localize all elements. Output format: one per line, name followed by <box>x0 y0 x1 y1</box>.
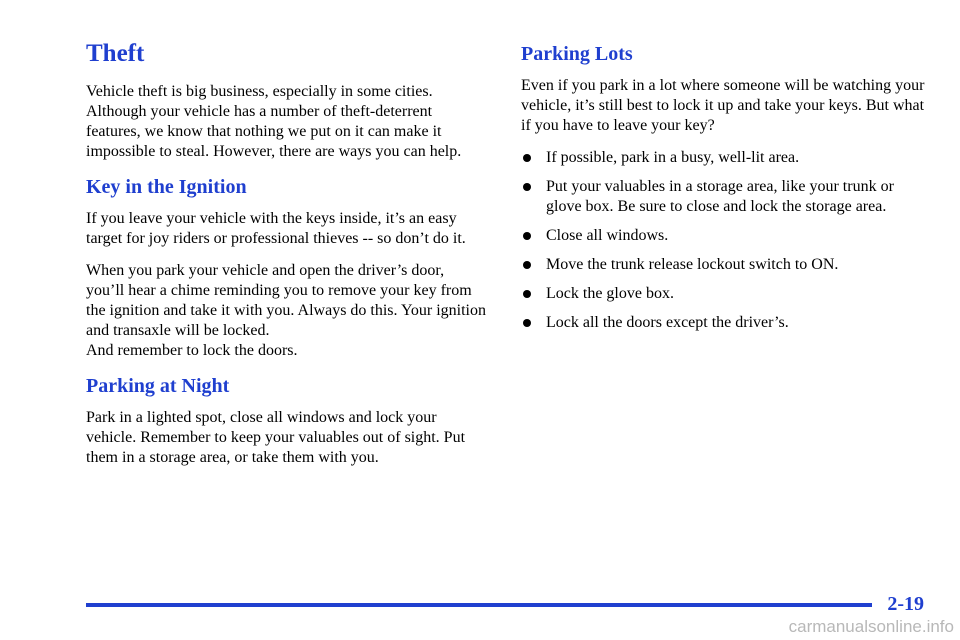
page-number: 2-19 <box>887 593 924 615</box>
list-item <box>521 284 926 304</box>
bullet-icon <box>523 232 531 240</box>
bullet-icon <box>523 319 531 327</box>
heading-key-in-ignition: Key in the Ignition <box>86 176 247 198</box>
list-item-text: Close all windows. <box>546 227 669 244</box>
watermark[interactable]: carmanualsonline.info <box>788 617 954 636</box>
list-item <box>521 255 926 275</box>
paragraph-parking-lots: Even if you park in a lot where someone will be watching your vehicle, it’s still best to lock it up and take your keys. But what if you have to leave your key? <box>521 77 925 134</box>
paragraph-key-in-ignition-2: When you park your vehicle and open the driver’s door, you’ll hear a chime reminding you to remove your key from the ignition and take it with you. Always do this. Your ignition and transaxle will be locked. <box>86 262 486 339</box>
list-item <box>521 148 926 168</box>
bullet-icon <box>523 290 531 298</box>
heading-theft: Theft <box>86 40 145 67</box>
list-item <box>521 226 926 246</box>
list-item <box>521 313 926 333</box>
bullet-icon <box>523 154 531 162</box>
footer-rule <box>86 603 872 607</box>
list-item-text: Move the trunk release lockout switch to ON. <box>546 256 839 273</box>
heading-parking-at-night: Parking at Night <box>86 375 230 397</box>
paragraph-parking-at-night: Park in a lighted spot, close all windows and lock your vehicle. Remember to keep your valuables out of sight. Put them in a storage area, or take them with you. <box>86 409 466 466</box>
paragraph-theft: Vehicle theft is big business, especially in some cities. Although your vehicle has a number of theft-deterrent features, we know that nothing we put on it can make it impossible to steal. However, there are ways you can help. <box>86 83 462 160</box>
parking-lots-bullet-list <box>521 148 926 333</box>
right-column <box>521 38 926 342</box>
left-column <box>86 38 486 480</box>
list-item-text: If possible, park in a busy, well-lit area. <box>546 149 800 166</box>
list-item-text: Lock the glove box. <box>546 285 674 302</box>
heading-parking-lots: Parking Lots <box>521 43 633 65</box>
bullet-icon <box>523 183 531 191</box>
paragraph-key-in-ignition-1: If you leave your vehicle with the keys inside, it’s an easy target for joy riders or professional thieves -- so don’t do it. <box>86 210 466 247</box>
list-item-text: Put your valuables in a storage area, like your trunk or glove box. Be sure to close and lock the storage area. <box>546 178 894 215</box>
list-item-text: Lock all the doors except the driver’s. <box>546 314 789 331</box>
bullet-icon <box>523 261 531 269</box>
list-item <box>521 177 926 217</box>
paragraph-key-in-ignition-3: And remember to lock the doors. <box>86 342 298 359</box>
